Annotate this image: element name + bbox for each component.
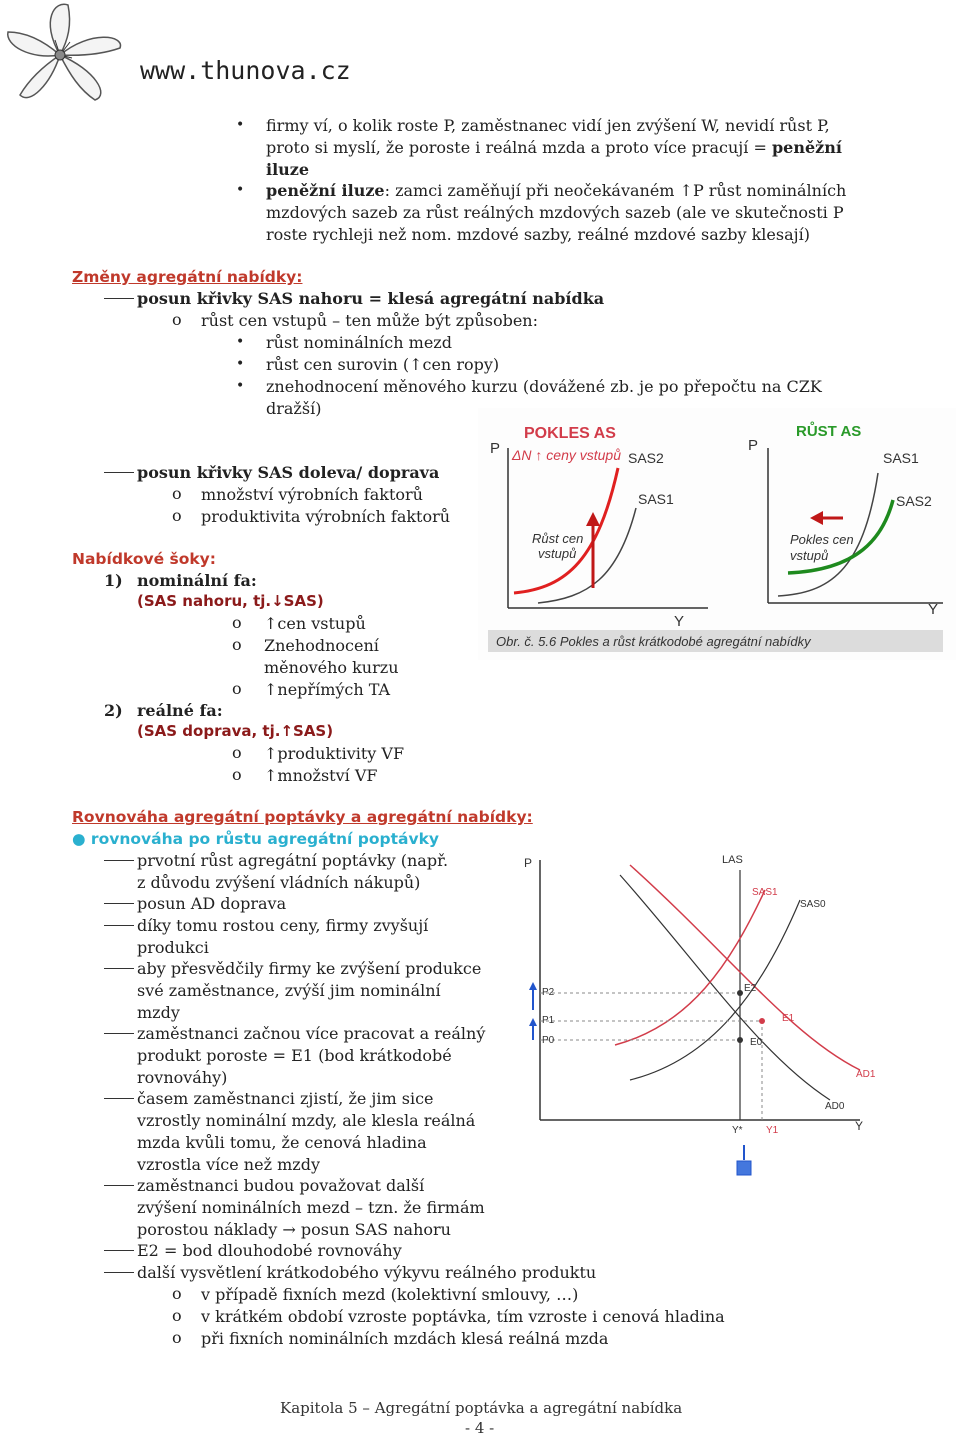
shock-item: ↑nepřímých TA	[264, 680, 391, 699]
circle-marker: o	[172, 310, 182, 329]
left-note: Růst cen	[532, 531, 584, 546]
shock-item: měnového kurzu	[264, 658, 399, 677]
dash-marker	[104, 860, 134, 861]
shock-item: ↑produktivity VF	[264, 744, 405, 763]
ad-as-equilibrium-figure	[500, 845, 900, 1180]
right-sas1-label: SAS1	[883, 450, 919, 466]
equilibrium-line: díky tomu rostou ceny, firmy zvyšují	[137, 916, 429, 935]
cause-item: znehodnocení měnového kurzu (dovážené zb. je po přepočtu na CZK	[266, 377, 822, 396]
sas-shift-figure	[478, 408, 956, 660]
shock-sub: (SAS doprava, tj.↑SAS)	[137, 722, 334, 740]
sas0-label: SAS0	[800, 899, 826, 910]
shock-item: ↑množství VF	[264, 766, 378, 785]
bullet-dot: •	[236, 117, 245, 133]
p0-label: P0	[542, 1035, 555, 1046]
right-note: Pokles cen	[790, 532, 854, 547]
e2-label: E2	[744, 983, 757, 994]
equilibrium-line: vzrostla více než mzdy	[137, 1155, 320, 1174]
section-title: Nabídkové šoky:	[72, 550, 216, 568]
sas1-curve	[615, 890, 765, 1045]
circle-marker: o	[232, 743, 242, 762]
section-title: Změny agregátní nabídky:	[72, 268, 303, 286]
e0-point	[737, 1037, 743, 1043]
shock-sub: (SAS nahoru, tj.↓SAS)	[137, 592, 324, 610]
e1-label: E1	[782, 1013, 795, 1024]
las-label: LAS	[722, 854, 743, 866]
cause-item: růst cen surovin (↑cen ropy)	[266, 355, 500, 374]
equilibrium-line: zaměstnanci začnou více pracovat a reálný	[137, 1024, 486, 1043]
shock-label: nominální fa:	[137, 571, 257, 590]
equilibrium-line: porostou náklady → posun SAS nahoru	[137, 1220, 451, 1239]
dash-marker	[104, 1033, 134, 1034]
left-y-label: Y	[674, 613, 685, 630]
equilibrium-line: vzrostly nominální mzdy, ale klesla reálná	[137, 1111, 476, 1130]
e1-point	[759, 1018, 765, 1024]
dash-marker	[104, 1185, 134, 1186]
bullet-text: peněžní iluze: zamci zaměňují při neočekávaném ↑P růst nominálních	[266, 181, 847, 200]
circle-marker: o	[172, 484, 182, 503]
cause-item: růst nominálních mezd	[266, 333, 452, 352]
bullet-text: roste rychleji než nom. mzdové sazby, reálné mzdové sazby klesají)	[266, 225, 810, 244]
y1-label: Y1	[766, 1125, 779, 1136]
left-title: POKLES AS	[524, 425, 616, 442]
up-arrow-icon: ↑	[679, 181, 693, 200]
circle-marker: o	[172, 1284, 182, 1303]
up-arrow-icon: ↑	[409, 355, 423, 374]
bullet-text: firmy ví, o kolik roste P, zaměstnanec vidí jen zvýšení W, nevidí růst P,	[266, 116, 830, 135]
left-sas2-label: SAS2	[628, 450, 664, 466]
left-sas1-label: SAS1	[638, 491, 674, 507]
site-url[interactable]: www.thunova.cz	[140, 56, 351, 85]
ad0-label: AD0	[825, 1101, 845, 1112]
flower-logo-icon	[0, 0, 135, 110]
up-arrow-icon: ↑	[264, 614, 278, 633]
dash-marker	[104, 925, 134, 926]
figure-caption: Obr. č. 5.6 Pokles a růst krátkodobé agregátní nabídky	[496, 634, 811, 649]
section-subtitle: ● rovnováha po růstu agregátní poptávky	[72, 830, 439, 848]
left-sub: ΔN ↑ ceny vstupů	[512, 447, 621, 463]
bullet-dot: •	[236, 334, 245, 350]
right-y-label: Y	[928, 601, 939, 618]
equilibrium-line: produkt poroste = E1 (bod krátkodobé	[137, 1046, 452, 1065]
equilibrium-line: prvotní růst agregátní poptávky (např.	[137, 851, 449, 870]
equilibrium-line: E2 = bod dlouhodobé rovnováhy	[137, 1241, 402, 1260]
section1-sub: růst cen vstupů – ten může být způsoben:	[201, 311, 538, 330]
p-label: P	[524, 856, 533, 870]
blue-marker	[737, 1161, 751, 1175]
section-title: Rovnováha agregátní poptávky a agregátní nabídky:	[72, 808, 533, 826]
sas0-curve	[630, 900, 800, 1080]
y-label: Y	[855, 1119, 864, 1133]
dash-marker	[104, 1272, 134, 1273]
circle-marker: o	[232, 679, 242, 698]
section1-sub: množství výrobních faktorů	[201, 485, 423, 504]
p1-label: P1	[542, 1015, 555, 1026]
shock-item: Znehodnocení	[264, 636, 379, 655]
left-p-label: P	[490, 440, 501, 457]
ad0-curve	[620, 875, 830, 1100]
right-title: RŮST AS	[796, 423, 862, 440]
equilibrium-line: posun AD doprava	[137, 894, 287, 913]
equilibrium-sub: v případě fixních mezd (kolektivní smlouvy, …)	[201, 1285, 579, 1304]
cause-item: dražší)	[266, 399, 322, 418]
equilibrium-line: mzdy	[137, 1003, 180, 1022]
list-number: 1)	[104, 571, 123, 590]
equilibrium-line: rovnováhy)	[137, 1068, 228, 1087]
e0-label: E0	[750, 1037, 763, 1048]
footer-chapter: Kapitola 5 – Agregátní poptávka a agregátní nabídka	[280, 1399, 683, 1417]
p2-label: P2	[542, 987, 555, 998]
section1-item: posun křivky SAS doleva/ doprava	[137, 463, 440, 482]
right-p-label: P	[748, 437, 759, 454]
bullet-dot: •	[236, 378, 245, 394]
bullet-text: mzdových sazeb za růst reálných mzdových sazeb (ale ve skutečnosti P	[266, 203, 844, 222]
right-sas2-label: SAS2	[896, 493, 932, 509]
circle-marker: o	[172, 506, 182, 525]
shock-item: ↑cen vstupů	[264, 614, 366, 633]
up-arrow-icon: ↑	[264, 766, 278, 785]
up-arrow-icon: ↑	[264, 744, 278, 763]
circle-marker: o	[232, 613, 242, 632]
bullet-dot: •	[236, 356, 245, 372]
equilibrium-sub: při fixních nominálních mzdách klesá reálná mzda	[201, 1329, 609, 1348]
equilibrium-line: produkci	[137, 938, 209, 957]
circle-marker: o	[172, 1328, 182, 1347]
shock-label: reálné fa:	[137, 701, 223, 720]
equilibrium-line: aby přesvědčily firmy ke zvýšení produkce	[137, 959, 482, 978]
circle-marker: o	[172, 1306, 182, 1325]
ad1-curve	[630, 865, 860, 1070]
equilibrium-line: své zaměstnance, zvýší jim nominální	[137, 981, 441, 1000]
equilibrium-line: zaměstnanci budou považovat další	[137, 1176, 425, 1195]
up-arrow-icon: ↑	[264, 680, 278, 699]
equilibrium-line: mzda kvůli tomu, že cenová hladina	[137, 1133, 427, 1152]
equilibrium-line: zvýšení nominálních mezd – tzn. že firmám	[137, 1198, 485, 1217]
page-number: - 4 -	[465, 1419, 495, 1437]
ad1-label: AD1	[856, 1069, 876, 1080]
bullet-dot: •	[236, 182, 245, 198]
right-note: vstupů	[790, 548, 829, 563]
equilibrium-line: z důvodu zvýšení vládních nákupů)	[137, 873, 421, 892]
equilibrium-line: další vysvětlení krátkodobého výkyvu reálného produktu	[137, 1263, 597, 1282]
circle-marker: o	[232, 635, 242, 654]
bullet-text: proto si myslí, že poroste i reálná mzda a proto více pracují = peněžní	[266, 138, 842, 157]
equilibrium-sub: v krátkém období vzroste poptávka, tím vzroste i cenová hladina	[201, 1307, 725, 1326]
dash-marker	[104, 1098, 134, 1099]
sas1-label: SAS1	[752, 887, 778, 898]
left-note: vstupů	[538, 546, 577, 561]
circle-marker: o	[232, 765, 242, 784]
bullet-text: iluze	[266, 160, 310, 179]
equilibrium-line: časem zaměstnanci zjistí, že jim sice	[137, 1089, 434, 1108]
down-arrow-icon: ↓	[271, 592, 284, 610]
up-arrow-icon: ↑	[280, 722, 294, 740]
section1-sub: produktivita výrobních faktorů	[201, 507, 451, 526]
ystar-label: Y*	[732, 1125, 743, 1136]
e2-point	[737, 990, 743, 996]
list-number: 2)	[104, 701, 123, 720]
dash-marker	[104, 298, 134, 299]
dash-marker	[104, 968, 134, 969]
dash-marker	[104, 1250, 134, 1251]
section1-item: posun křivky SAS nahoru = klesá agregátní nabídka	[137, 289, 605, 308]
dash-marker	[104, 903, 134, 904]
dash-marker	[104, 472, 134, 473]
